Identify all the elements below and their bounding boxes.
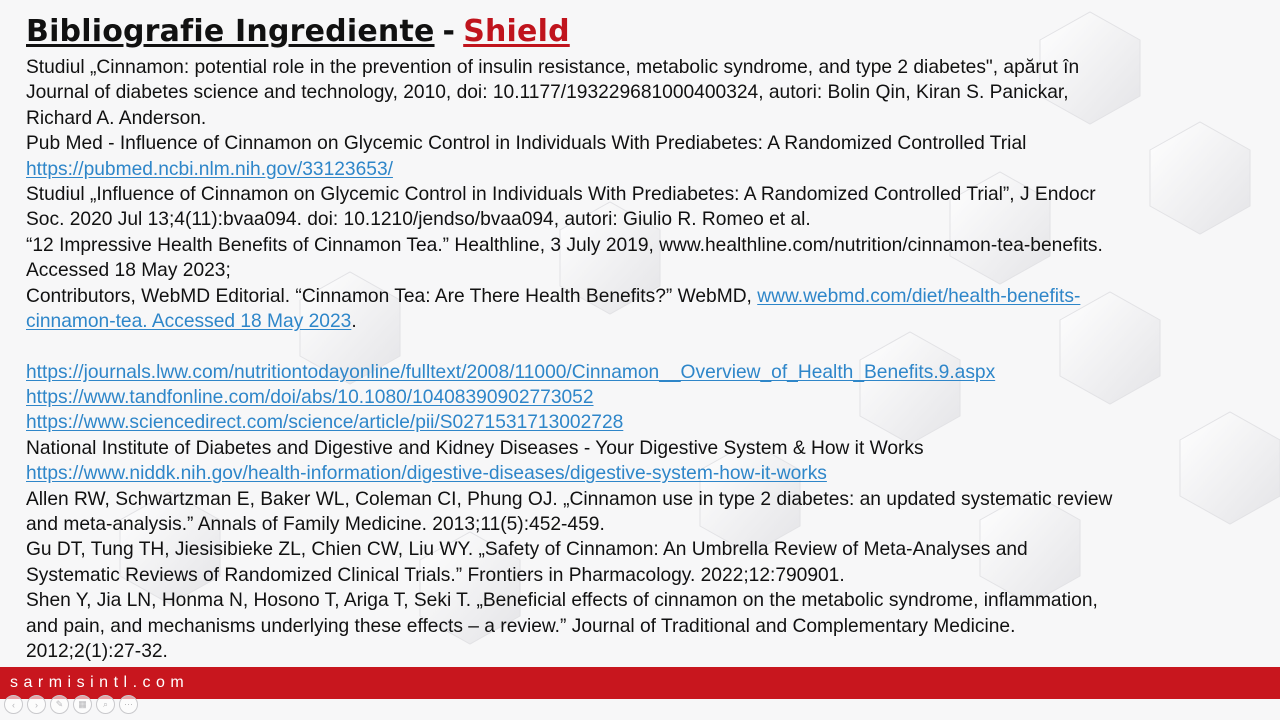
next-icon[interactable]: › (27, 695, 46, 714)
reference-line: Pub Med - Influence of Cinnamon on Glycemic Control in Individuals With Prediabetes: A Randomized Controlled Trial (26, 133, 1027, 155)
bibliography-list (26, 55, 1266, 664)
reference-line: Richard A. Anderson. (26, 107, 207, 129)
webmd-link[interactable]: www.webmd.com/diet/health-benefits- (757, 285, 1081, 307)
reference-line (26, 157, 1266, 182)
tandfonline-link[interactable]: https://www.tandfonline.com/doi/abs/10.1080/10408390902773052 (26, 387, 594, 409)
footer-site: sarmisintl.com (10, 674, 190, 691)
prev-icon[interactable]: ‹ (4, 695, 23, 714)
pubmed-link[interactable]: https://pubmed.ncbi.nlm.nih.gov/33123653/ (26, 158, 393, 180)
slides-icon[interactable]: ▦ (73, 695, 92, 714)
reference-line: Gu DT, Tung TH, Jiesisibieke ZL, Chien CW, Liu WY. „Safety of Cinnamon: An Umbrella Review of Meta-Analyses and (26, 539, 1028, 561)
reference-line (26, 360, 1266, 385)
title-brand: Shield (463, 14, 570, 49)
reference-line: “12 Impressive Health Benefits of Cinnamon Tea.” Healthline, 3 July 2019, www.healthline.com/nutrition/cinnamon-tea-benefits. (26, 234, 1103, 256)
webmd-period: . (351, 310, 357, 332)
title-separator: - (442, 14, 456, 49)
sciencedirect-link[interactable]: https://www.sciencedirect.com/science/article/pii/S0271531713002728 (26, 412, 624, 434)
reference-line (26, 385, 1266, 410)
reference-line: Shen Y, Jia LN, Honma N, Hosono T, Ariga T, Seki T. „Beneficial effects of cinnamon on the metabolic syndrome, inflammation, (26, 590, 1098, 612)
reference-line (26, 284, 1266, 309)
reference-line: 2012;2(1):27-32. (26, 640, 168, 662)
reference-line: Journal of diabetes science and technology, 2010, doi: 10.1177/193229681000400324, autori: Bolin Qin, Kiran S. Panickar, (26, 82, 1069, 104)
webmd-text: Contributors, WebMD Editorial. “Cinnamon Tea: Are There Health Benefits?” WebMD, (26, 285, 758, 307)
reference-line: Allen RW, Schwartzman E, Baker WL, Coleman CI, Phung OJ. „Cinnamon use in type 2 diabetes: an updated systematic review (26, 488, 1113, 510)
reference-line: and meta-analysis.” Annals of Family Medicine. 2013;11(5):452-459. (26, 514, 605, 536)
reference-line (26, 410, 1266, 435)
slideshow-controls (4, 695, 138, 714)
title-main: Bibliografie Ingrediente (26, 14, 435, 49)
blank-line (26, 334, 1266, 359)
reference-line: Studiul „Influence of Cinnamon on Glycemic Control in Individuals With Prediabetes: A Randomized Controlled Trial”, J Endocr (26, 183, 1096, 205)
pen-icon[interactable]: ✎ (50, 695, 69, 714)
footer-bar (0, 667, 1280, 699)
reference-line (26, 461, 1266, 486)
reference-line: Studiul „Cinnamon: potential role in the prevention of insulin resistance, metabolic syndrome, and type 2 diabetes", apărut în (26, 57, 1080, 78)
reference-line: National Institute of Diabetes and Digestive and Kidney Diseases - Your Digestive System & How it Works (26, 437, 924, 459)
reference-line: Systematic Reviews of Randomized Clinical Trials.” Frontiers in Pharmacology. 2022;12:790901. (26, 564, 845, 586)
webmd-link-continued[interactable]: cinnamon-tea. Accessed 18 May 2023 (26, 310, 352, 332)
reference-line: Soc. 2020 Jul 13;4(11):bvaa094. doi: 10.1210/jendso/bvaa094, autori: Giulio R. Romeo et al. (26, 209, 811, 231)
slide-title (26, 12, 570, 52)
more-icon[interactable]: ⋯ (119, 695, 138, 714)
niddk-link[interactable]: https://www.niddk.nih.gov/health-information/digestive-diseases/digestive-system-how-it-works (26, 463, 827, 485)
zoom-icon[interactable]: ⌕ (96, 695, 115, 714)
reference-line: and pain, and mechanisms underlying these effects – a review.” Journal of Traditional and Complementary Medicine. (26, 615, 1016, 637)
reference-line (26, 309, 1266, 334)
lww-link[interactable]: https://journals.lww.com/nutritiontodayonline/fulltext/2008/11000/Cinnamon__Overview_of_Health_Benefits.9.aspx (26, 361, 996, 383)
reference-line: Accessed 18 May 2023; (26, 260, 231, 282)
